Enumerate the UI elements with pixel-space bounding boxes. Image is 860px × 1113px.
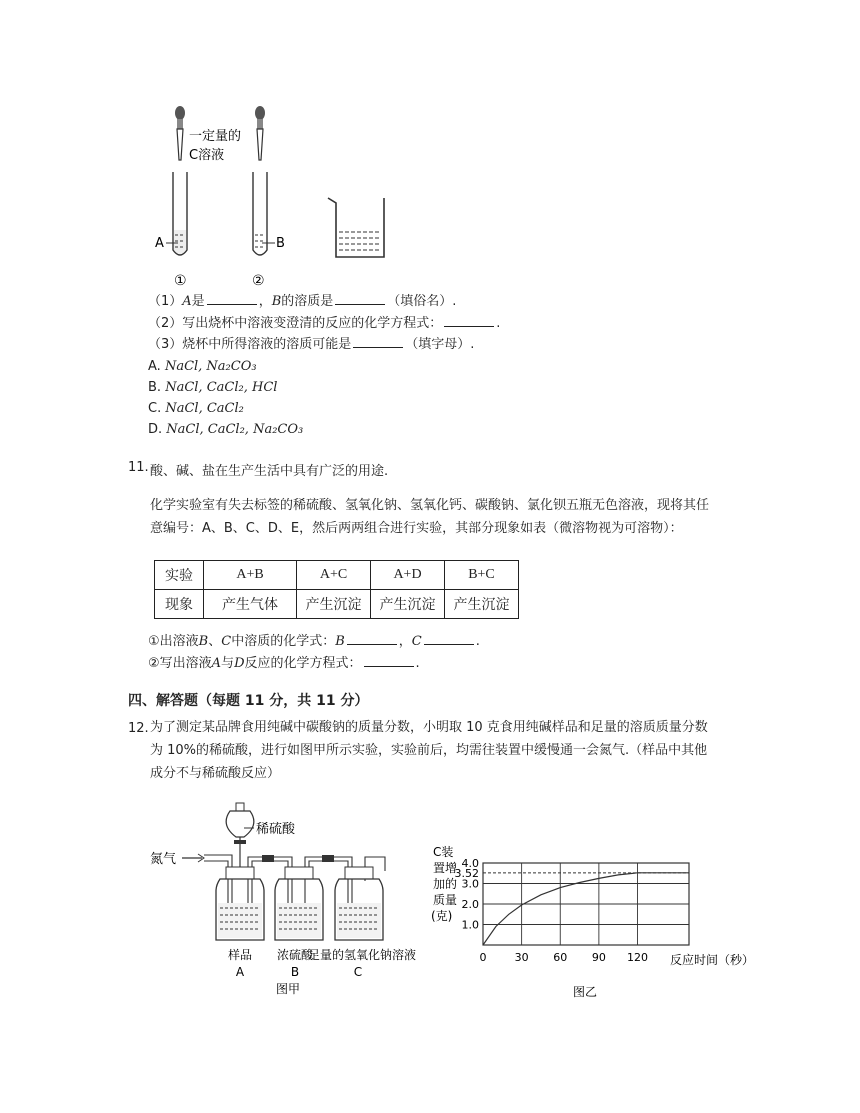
q11-sub2-text-1: ②写出溶液 (148, 656, 212, 671)
apparatus-figure (140, 795, 435, 1000)
q11-sub1-text-1: ①出溶液 (148, 634, 199, 649)
y-tick-label: 1.0 (461, 918, 479, 932)
beaker (328, 198, 384, 257)
table-cell: 现象 (155, 590, 204, 619)
q10-sub3-text: （3）烧杯中所得溶液的溶质可能是 (148, 337, 352, 352)
option-a[interactable] (148, 358, 257, 376)
table-cell: A+D (371, 561, 445, 590)
option-c[interactable] (148, 400, 244, 418)
q11-sub1-text-2: 中溶质的化学式： (231, 634, 336, 649)
var-b: B (271, 294, 282, 309)
option-formula: NaCl, Na₂CO₃ (164, 359, 257, 374)
table-cell: 产生沉淀 (371, 590, 445, 619)
option-letter: B. (148, 380, 162, 395)
q11-paragraph: 化学实验室有失去标签的稀硫酸、氢氧化钠、氢氧化钙、碳酸钠、氯化钡五瓶无色溶液，现将其任意编号：A、B、C、D、E，然后两两组合进行实验，其部分现象如表（微溶物视为可溶物）： (150, 498, 710, 536)
q12-number: 12. (128, 721, 149, 736)
nitrogen-label: 氮气 (150, 852, 177, 867)
q10-sub3-end: （填字母）. (405, 337, 475, 352)
figure-caption-yi: 图乙 (572, 985, 598, 999)
y-axis-title-line: C装 (433, 845, 454, 859)
y-axis-title-line: 质量 (433, 893, 458, 907)
var-b: B (198, 634, 209, 649)
answer-blank[interactable] (364, 654, 414, 667)
q11-number: 11. (128, 460, 149, 475)
separator: 、 (208, 634, 222, 649)
option-letter: C. (148, 401, 162, 416)
x-axis-title: 反应时间（秒） (670, 953, 755, 967)
bottle-c-name: 足量的氢氧化钠溶液 (307, 948, 417, 962)
bottle-a (216, 867, 264, 940)
period: . (496, 316, 501, 331)
q10-sub2 (148, 314, 500, 333)
bottle-a-letter: A (235, 965, 245, 979)
y-tick-label: 3.0 (461, 877, 479, 891)
x-tick-label: 90 (591, 951, 606, 964)
y-tick-label: 3.52 (454, 866, 479, 880)
option-formula: NaCl, CaCl₂ (165, 401, 244, 416)
table-cell: A+B (204, 561, 297, 590)
option-formula: NaCl, CaCl₂, HCl (165, 380, 278, 395)
option-letter: D. (148, 422, 163, 437)
tubes-beaker-figure (140, 100, 400, 290)
table-cell: A+C (297, 561, 371, 590)
var-b: B (335, 634, 345, 649)
comma: ， (398, 634, 412, 649)
bottle-a-name: 样品 (227, 948, 253, 962)
y-tick-label: 4.0 (461, 857, 479, 870)
answer-blank[interactable] (424, 632, 474, 645)
tube-b-label: B (276, 236, 285, 251)
answer-blank[interactable] (335, 292, 385, 305)
q10-sub1-text-2: 的溶质是 (281, 294, 334, 309)
x-tick-label: 0 (479, 951, 487, 964)
table-row (155, 590, 519, 619)
y-axis-title-line: 加的 (433, 877, 458, 891)
var-a: A (182, 294, 192, 309)
var-c: C (221, 634, 232, 649)
q12-text: 为了测定某品牌食用纯碱中碳酸钠的质量分数，小明取 10 克食用纯碱样品和足量的溶质质量分数为 10%的稀硫酸，进行如图甲所示实验，实验前后，均需往装置中缓慢通一会氮气.（样品中其他成分不与稀硫酸反应） (150, 720, 708, 781)
dropper-1 (175, 106, 185, 160)
answer-blank[interactable] (444, 314, 494, 327)
table-cell: 产生气体 (204, 590, 297, 619)
answer-blank[interactable] (347, 632, 397, 645)
q11-sub1 (148, 632, 480, 651)
bottle-b-letter: B (290, 965, 300, 979)
bottle-c (335, 867, 383, 940)
dropper-label-1: 一定量的 (189, 129, 242, 144)
acid-label: 稀硫酸 (256, 822, 296, 837)
answer-blank[interactable] (207, 292, 257, 305)
q11-intro: 酸、碱、盐在生产生活中具有广泛的用途. (150, 464, 389, 479)
table-cell: 实验 (155, 561, 204, 590)
bottle-c-letter: C (353, 965, 363, 979)
section-heading: 四、解答题（每题 11 分，共 11 分） (128, 693, 369, 709)
bottle-b (275, 867, 323, 940)
bottle-b-name: 浓硫酸 (276, 948, 314, 962)
x-tick-label: 60 (553, 951, 568, 964)
option-formula: NaCl, CaCl₂, Na₂CO₃ (166, 422, 304, 437)
q10-sub1-number: （1） (148, 294, 183, 309)
q11-sub2-text-2: 与 (221, 656, 235, 671)
dropper-2 (255, 106, 265, 160)
tube-1-number: ① (174, 273, 187, 289)
option-letter: A. (148, 359, 161, 374)
var-a: A (211, 656, 222, 671)
q10-sub3 (148, 335, 474, 354)
mass-time-chart (425, 838, 755, 1000)
q10-sub1: （1）A是 ，B的溶质是 （填俗名）. (148, 294, 457, 309)
y-axis-title (431, 844, 457, 923)
q10-sub2-text: （2）写出烧杯中溶液变澄清的反应的化学方程式： (148, 316, 443, 331)
table-cell: 产生沉淀 (297, 590, 371, 619)
chart-grid (483, 863, 689, 945)
option-b[interactable] (148, 379, 277, 397)
y-axis-title-line: (克) (431, 909, 453, 923)
period: . (475, 634, 480, 649)
table-cell: B+C (445, 561, 519, 590)
q10-sub1-text-3: （填俗名）. (387, 294, 457, 309)
figure-caption-jia: 图甲 (275, 982, 301, 996)
q11-sub2 (148, 654, 420, 673)
answer-blank[interactable] (353, 335, 403, 348)
table-cell: 产生沉淀 (445, 590, 519, 619)
q10-sub1-text-1: 是 (191, 294, 205, 309)
x-tick-label: 120 (627, 951, 648, 964)
q11-sub2-text-3: 反应的化学方程式： (244, 656, 362, 671)
var-c: C (411, 634, 422, 649)
y-axis-title-line: 置增 (433, 861, 458, 875)
period: . (415, 656, 420, 671)
var-d: D (234, 656, 245, 671)
x-tick-label: 30 (514, 951, 529, 964)
tube-2-number: ② (252, 273, 265, 289)
option-d[interactable] (148, 421, 303, 439)
y-tick-label: 2.0 (461, 898, 479, 911)
table-row (155, 561, 519, 590)
observation-table (154, 560, 519, 619)
dropper-label-2: C溶液 (189, 148, 225, 163)
tube-a-label: A (155, 236, 164, 251)
